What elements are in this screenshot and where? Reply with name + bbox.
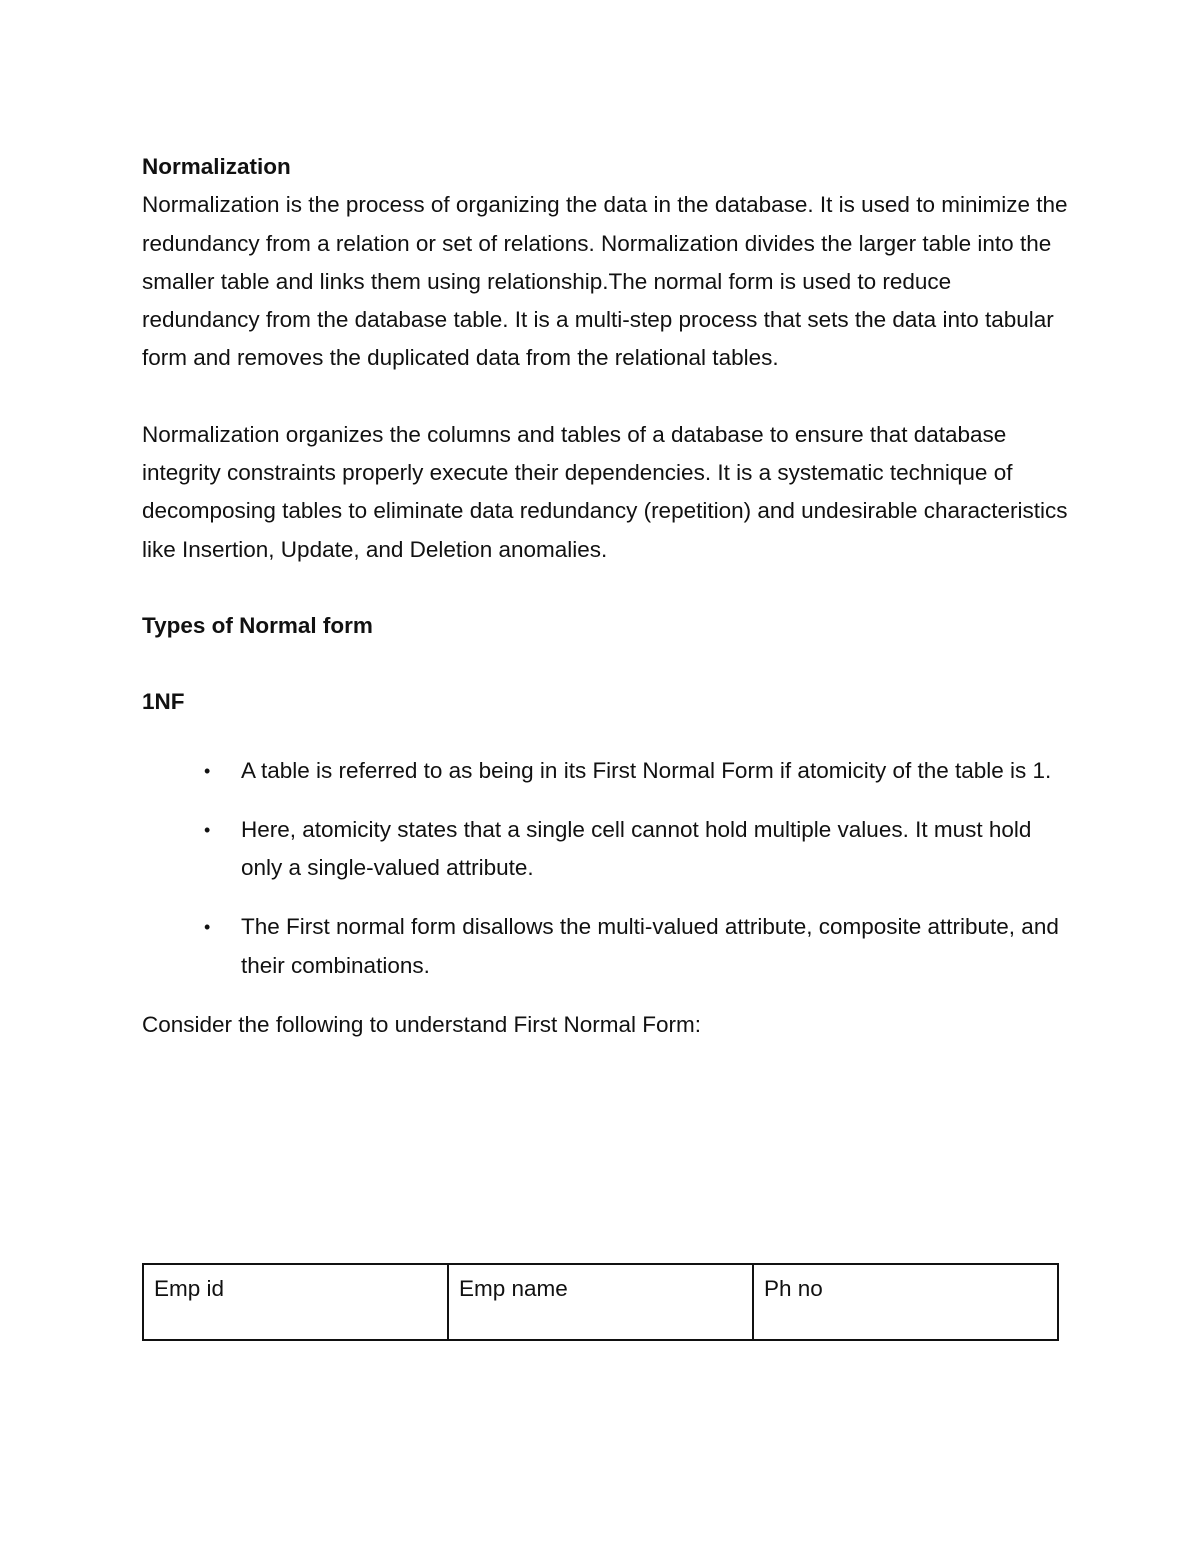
table-header-emp-name: Emp name (448, 1264, 753, 1340)
bullet-icon: • (204, 760, 211, 781)
list-item-text: Here, atomicity states that a single cell cannot hold multiple values. It must hold only a single-valued attribute. (241, 816, 1032, 881)
bullet-icon: • (204, 819, 211, 840)
list-item-text: A table is referred to as being in its First Normal Form if atomicity of the table is 1. (241, 757, 1052, 783)
list-item (142, 752, 1072, 790)
first-normal-form-heading: 1NF (142, 689, 185, 715)
nf-bullet-list (142, 752, 1072, 985)
types-heading: Types of Normal form (142, 612, 373, 638)
document-body (142, 148, 1072, 1044)
page-title: Normalization (142, 154, 291, 179)
consider-text: Consider the following to understand First Normal Form: (142, 1012, 701, 1038)
table-header-emp-id: Emp id (143, 1264, 448, 1340)
list-item (142, 811, 1072, 888)
bullet-icon: • (204, 917, 211, 938)
list-item (142, 908, 1072, 985)
intro-paragraph: Normalization is the process of organizing the data in the database. It is used to minimize the redundancy from a relation or set of relations. Normalization divides the larger table into the smaller table and links them using relationship.The normal form is used to reduce redundancy from the database table. It is a multi-step process that sets the data into tabular form and removes the duplicated data from the relational tables. (142, 192, 1068, 371)
list-item-text: The First normal form disallows the multi-valued attribute, composite attribute, and their combinations. (241, 914, 1059, 978)
employee-table (142, 1263, 1059, 1341)
table-header-ph-no: Ph no (753, 1264, 1058, 1340)
paragraph-spacer (142, 378, 1072, 416)
table-row (143, 1264, 1058, 1340)
second-paragraph: Normalization organizes the columns and tables of a database to ensure that database integrity constraints properly execute their dependencies. It is a systematic technique of decomposing tables to eliminate data redundancy (repetition) and undesirable characteristics like Insertion, Update, and Deletion anomalies. (142, 421, 1068, 562)
